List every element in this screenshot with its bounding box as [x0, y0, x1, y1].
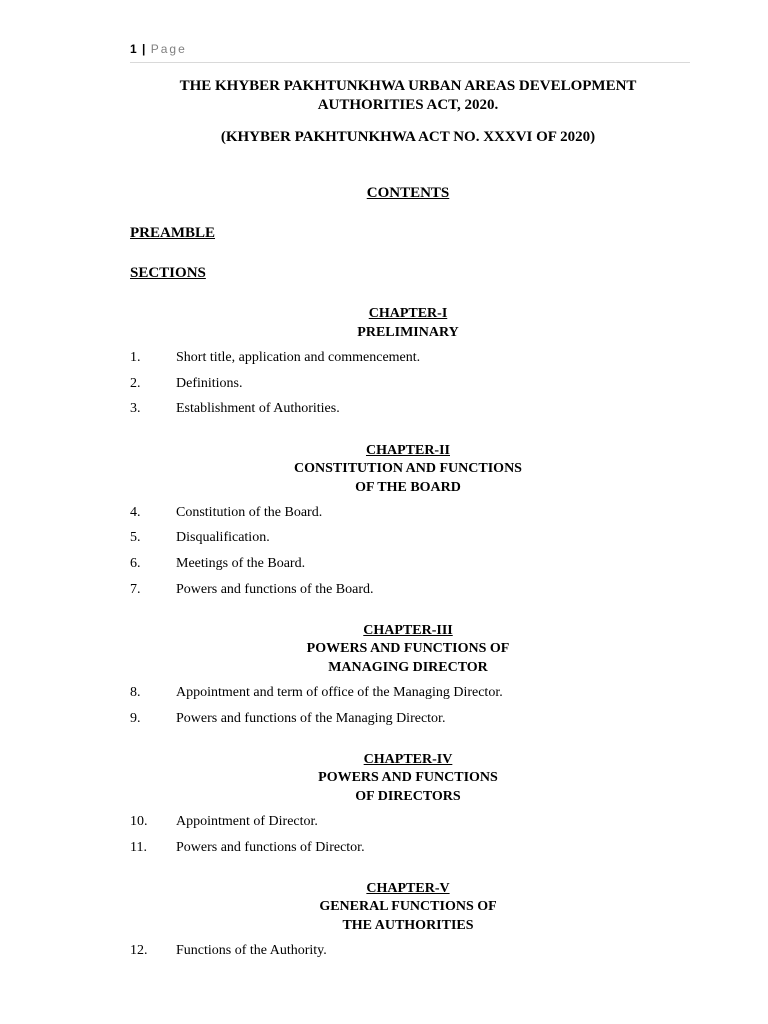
item-number: 6.: [130, 556, 141, 571]
page-number: 1: [130, 42, 137, 56]
chapter-4-title-line-1: POWERS AND FUNCTIONS: [318, 770, 498, 785]
item-text: Powers and functions of the Board.: [176, 582, 374, 597]
chapter-1-label: CHAPTER-I: [368, 306, 448, 321]
chapter-1-title-line-1: PRELIMINARY: [357, 325, 459, 340]
chapter-5-label: CHAPTER-V: [366, 881, 450, 896]
item-text: Powers and functions of Director.: [176, 840, 365, 855]
item-number: 8.: [130, 685, 141, 700]
act-number: (KHYBER PAKHTUNKHWA ACT NO. XXXVI OF 2020): [220, 129, 596, 145]
chapter-2-label: CHAPTER-II: [365, 443, 450, 458]
chapter-5-title-line-1: GENERAL FUNCTIONS OF: [319, 899, 497, 914]
item-number: 10.: [130, 814, 148, 829]
item-text: Constitution of the Board.: [176, 505, 323, 520]
preamble-heading: PREAMBLE: [130, 225, 216, 241]
item-number: 2.: [130, 376, 141, 391]
item-text: Meetings of the Board.: [176, 556, 306, 571]
chapter-4-title-line-2: OF DIRECTORS: [355, 789, 461, 804]
item-text: Establishment of Authorities.: [176, 401, 340, 416]
act-title-line-1: THE KHYBER PAKHTUNKHWA URBAN AREAS DEVELOPMENT: [179, 78, 637, 94]
chapter-3-label: CHAPTER-III: [363, 623, 453, 638]
contents-heading: CONTENTS: [366, 185, 450, 201]
chapter-2-title-line-1: CONSTITUTION AND FUNCTIONS: [294, 461, 522, 476]
item-text: Short title, application and commencement.: [176, 350, 421, 365]
item-text: Appointment and term of office of the Managing Director.: [176, 685, 503, 700]
item-text: Appointment of Director.: [176, 814, 318, 829]
item-number: 1.: [130, 350, 141, 365]
item-number: 7.: [130, 582, 141, 597]
sections-heading: SECTIONS: [130, 265, 206, 281]
chapter-5-title-line-2: THE AUTHORITIES: [342, 918, 474, 933]
item-text: Functions of the Authority.: [176, 943, 327, 958]
item-text: Powers and functions of the Managing Director.: [176, 711, 446, 726]
chapter-3-title-line-2: MANAGING DIRECTOR: [328, 660, 488, 675]
item-number: 9.: [130, 711, 141, 726]
act-title-line-2: AUTHORITIES ACT, 2020.: [317, 97, 499, 113]
chapter-3-title-line-1: POWERS AND FUNCTIONS OF: [306, 641, 510, 656]
chapter-2-title-line-2: OF THE BOARD: [355, 480, 461, 495]
item-number: 12.: [130, 943, 148, 958]
item-text: Definitions.: [176, 376, 243, 391]
item-number: 5.: [130, 530, 141, 545]
page-word: Page: [150, 42, 187, 56]
item-text: Disqualification.: [176, 530, 270, 545]
item-number: 4.: [130, 505, 141, 520]
item-number: 11.: [130, 840, 147, 855]
page-header: [130, 42, 690, 63]
item-number: 3.: [130, 401, 141, 416]
page-separator: |: [142, 42, 146, 56]
chapter-4-label: CHAPTER-IV: [363, 752, 453, 767]
